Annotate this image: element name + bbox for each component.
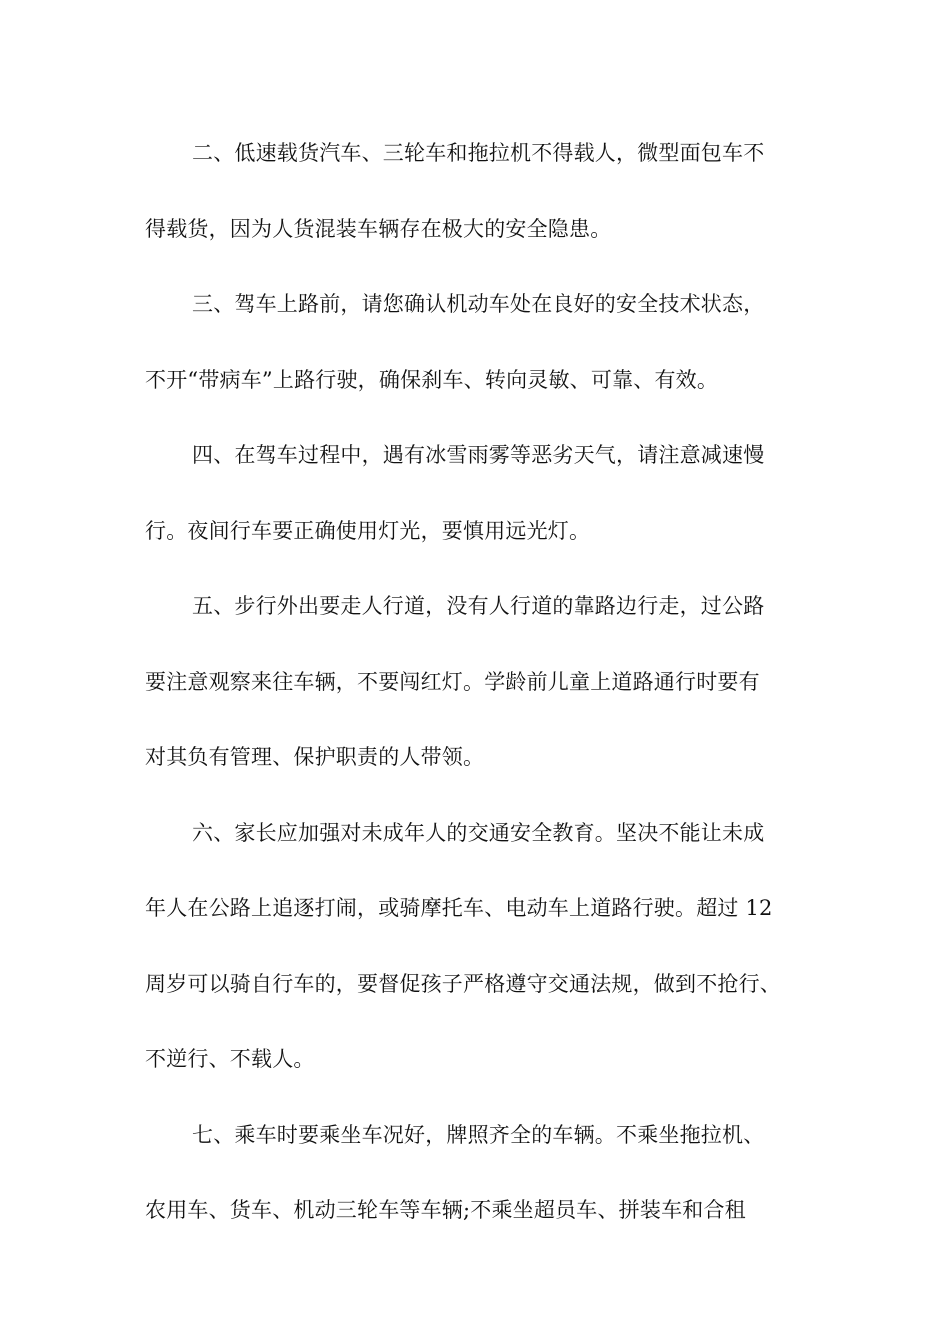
paragraph-line: 年人在公路上追逐打闹，或骑摩托车、电动车上道路行驶。超过 12: [145, 896, 773, 920]
paragraph-line: 农用车、货车、机动三轮车等车辆;不乘坐超员车、拼装车和合租: [145, 1198, 746, 1222]
document-body: [145, 128, 810, 1261]
paragraph-line: 不逆行、不载人。: [145, 1047, 315, 1071]
paragraph-line: 不开“带病车”上路行驶，确保刹车、转向灵敏、可靠、有效。: [145, 367, 719, 392]
paragraph-line: 要注意观察来往车辆，不要闯红灯。学龄前儿童上道路通行时要有: [145, 669, 760, 694]
paragraph-line: 五、步行外出要走人行道，没有人行道的靠路边行走，过公路: [192, 594, 765, 618]
paragraph-line: 七、乘车时要乘坐车况好，牌照齐全的车辆。不乘坐拖拉机、: [192, 1122, 765, 1147]
paragraph-line: 得载货，因为人货混装车辆存在极大的安全隐患。: [145, 216, 612, 241]
paragraph-line: 行。夜间行车要正确使用灯光，要慎用远光灯。: [145, 518, 591, 543]
paragraph-line: 对其负有管理、保护职责的人带领。: [145, 745, 485, 769]
paragraph-line: 六、家长应加强对未成年人的交通安全教育。坚决不能让未成: [192, 820, 765, 845]
paragraph-line: 二、低速载货汽车、三轮车和拖拉机不得载人，微型面包车不: [192, 141, 765, 165]
paragraph-line: 四、在驾车过程中，遇有冰雪雨雾等恶劣天气，请注意减速慢: [192, 443, 765, 467]
paragraph-line: 周岁可以骑自行车的，要督促孩子严格遵守交通法规，做到不抢行、: [145, 971, 781, 996]
paragraph-line: 三、驾车上路前，请您确认机动车处在良好的安全技术状态，: [192, 292, 765, 316]
